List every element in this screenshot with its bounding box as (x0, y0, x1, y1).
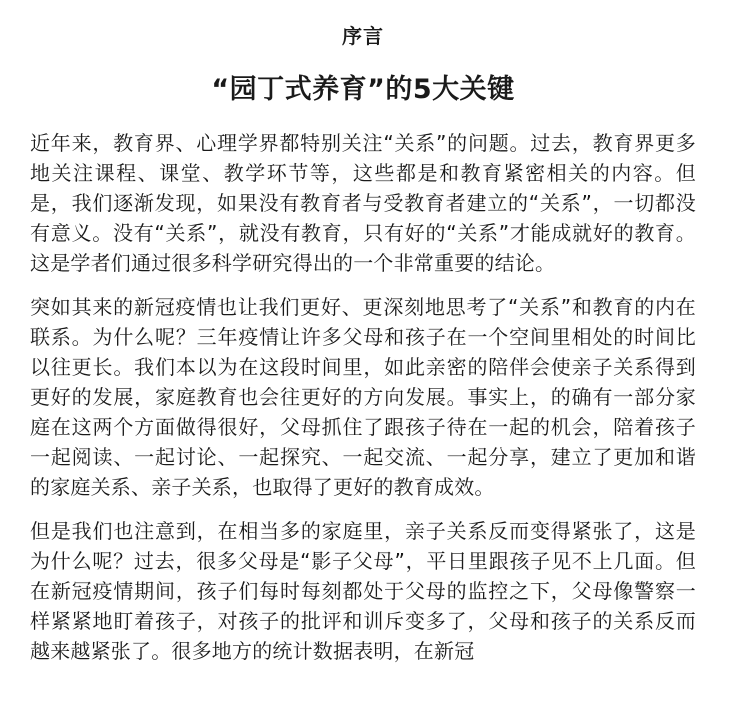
section-label: 序言 (342, 24, 384, 48)
chapter-title: “园丁式养育”的5大关键 (211, 74, 515, 105)
paragraph-1: 近年来，教育界、心理学界都特别关注“关系”的问题。过去，教育界更多地关注课程、课堂、教学环节等，这些都是和教育紧密相关的内容。但是，我们逐渐发现，如果没有教育者与受教育者建立的“关系”，一切都没有意义。没有“关系”，就没有教育，只有好的“关系”才能成就好的教育。这是学者们通过很多科学研究得出的一个非常重要的结论。 (30, 131, 696, 275)
paragraph-3: 但是我们也注意到，在相当多的家庭里，亲子关系反而变得紧张了，这是为什么呢？过去，很多父母是“影子父母”，平日里跟孩子见不上几面。但在新冠疫情期间，孩子们每时每刻都处于父母的监控之下，父母像警察一样紧紧地盯着孩子，对孩子的批评和训斥变多了，父母和孩子的关系反而越来越紧张了。很多地方的统计数据表明，在新冠 (30, 519, 696, 663)
paragraph-2: 突如其来的新冠疫情也让我们更好、更深刻地思考了“关系”和教育的内在联系。为什么呢？三年疫情让许多父母和孩子在一个空间里相处的时间比以往更长。我们本以为在这段时间里，如此亲密的陪伴会使亲子关系得到更好的发展，家庭教育也会往更好的方向发展。事实上，的确有一部分家庭在这两个方面做得很好，父母抓住了跟孩子待在一起的机会，陪着孩子一起阅读、一起讨论、一起探究、一起交流、一起分享，建立了更加和谐的家庭关系、亲子关系，也取得了更好的教育成效。 (30, 295, 696, 499)
